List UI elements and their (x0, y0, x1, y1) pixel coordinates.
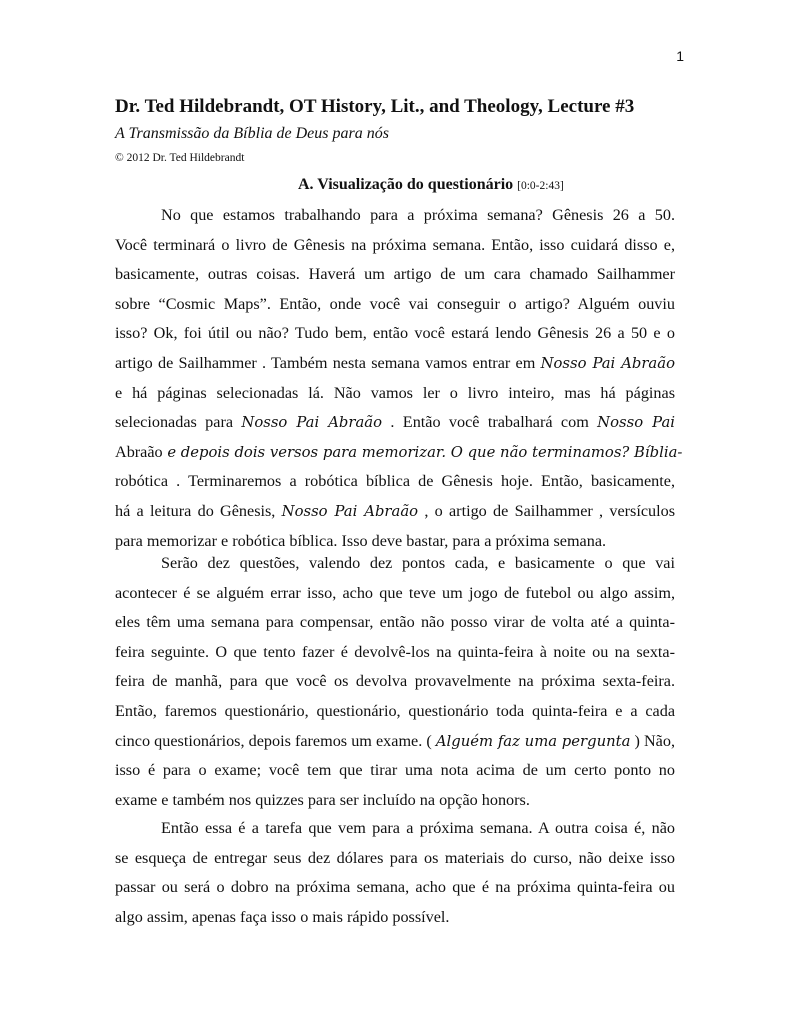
text-segment: e há páginas selecionadas lá. Não vamos ler o livro inteiro, mas há páginas (115, 383, 675, 402)
text-line (115, 608, 675, 638)
text-segment: exame e também nos quizzes para ser incluído na opção honors. (115, 790, 530, 809)
text-segment: Então essa é a tarefa que vem para a próxima semana. A outra coisa é, não (161, 819, 675, 837)
text-line (115, 290, 675, 320)
text-segment: ) Não, (630, 731, 676, 750)
section-timestamp: [0:0-2:43] (517, 180, 564, 192)
text-segment: se esqueça de entregar seus dez dólares para os materiais do curso, não deixe isso (115, 848, 675, 867)
text-line (115, 697, 675, 727)
text-line (115, 497, 675, 527)
body-paragraph (115, 814, 675, 932)
text-line (115, 408, 675, 438)
text-line (115, 727, 675, 757)
text-line (115, 549, 675, 579)
italic-text: Nosso Pai Abraão (241, 414, 383, 432)
text-segment: há a leitura do Gênesis, (115, 501, 282, 520)
text-segment: Você terminará o livro de Gênesis na próxima semana. Então, isso cuidará disso e, (115, 235, 675, 254)
text-segment: Então, faremos questionário, questionário, questionário toda quinta-feira e a cada (115, 701, 675, 720)
text-line (115, 579, 675, 609)
text-line (115, 844, 675, 874)
italic-text: e depois dois versos para memorizar. O que não terminamos? Bíblia- (162, 443, 683, 461)
text-line (115, 379, 675, 409)
text-segment: , o artigo de Sailhammer , versículos (418, 501, 675, 520)
text-segment: eles têm uma semana para compensar, então não posso virar de volta até a quinta- (115, 613, 675, 632)
text-segment: feira de manhã, para que você os devolva provavelmente na próxima sexta-feira. (115, 672, 675, 691)
body-paragraph (115, 549, 675, 815)
text-line (115, 903, 675, 933)
text-line (115, 349, 675, 379)
italic-text: Nosso Pai (597, 414, 675, 432)
text-line (115, 231, 675, 261)
text-line (115, 438, 683, 468)
italic-text: Nosso Pai Abraão (540, 354, 675, 372)
text-segment: isso é para o exame; você tem que tirar uma nota acima de um certo ponto no (115, 761, 675, 780)
text-segment: isso? Ok, foi útil ou não? Tudo bem, então você estará lendo Gênesis 26 a 50 e o (115, 324, 675, 343)
text-segment: Abraão (115, 442, 163, 461)
text-line (115, 467, 675, 497)
lecture-subtitle: A Transmissão da Bíblia de Deus para nós (115, 125, 389, 142)
body-paragraph (115, 201, 683, 556)
text-line (115, 873, 675, 903)
text-line (115, 667, 675, 697)
text-segment: algo assim, apenas faça isso o mais rápido possível. (115, 907, 450, 926)
text-line (115, 201, 675, 231)
text-line (115, 319, 675, 349)
text-segment: selecionadas para (115, 413, 242, 432)
section-heading-text: A. Visualização do questionário (298, 176, 514, 193)
text-segment: . Então você trabalhará com (382, 413, 598, 432)
lecture-title: Dr. Ted Hildebrandt, OT History, Lit., and Theology, Lecture #3 (115, 96, 635, 117)
text-line (115, 786, 675, 816)
text-segment: No que estamos trabalhando para a próxima semana? Gênesis 26 a 50. (161, 206, 675, 224)
text-segment: sobre “Cosmic Maps”. Então, onde você vai conseguir o artigo? Alguém ouviu (115, 294, 675, 313)
section-heading (298, 176, 564, 194)
text-segment: basicamente, outras coisas. Haverá um artigo de um cara chamado Sailhammer (115, 265, 675, 284)
text-line (115, 260, 675, 290)
text-line (115, 638, 675, 668)
text-segment: cinco questionários, depois faremos um exame. ( (115, 731, 436, 750)
text-segment: para memorizar e robótica bíblica. Isso deve bastar, para a próxima semana. (115, 531, 607, 550)
text-segment: passar ou será o dobro na próxima semana, acho que é na próxima quinta-feira ou (115, 878, 675, 897)
text-line (115, 814, 675, 844)
text-segment: feira seguinte. O que tento fazer é devolvê-los na quinta-feira à noite ou na sexta- (115, 642, 675, 661)
text-segment: Serão dez questões, valendo dez pontos cada, e basicamente o que vai (161, 554, 675, 572)
italic-text: Nosso Pai Abraão (281, 502, 419, 520)
text-line (115, 756, 675, 786)
page-number: 1 (676, 48, 684, 64)
text-segment: artigo de Sailhammer . Também nesta semana vamos entrar em (115, 353, 541, 372)
text-segment: acontecer é se alguém errar isso, acho que teve um jogo de futebol ou algo assim, (115, 583, 675, 602)
text-segment: robótica . Terminaremos a robótica bíblica de Gênesis hoje. Então, basicamente, (115, 472, 675, 491)
copyright-notice: © 2012 Dr. Ted Hildebrandt (115, 152, 245, 164)
italic-text: Alguém faz uma pergunta (435, 732, 631, 750)
